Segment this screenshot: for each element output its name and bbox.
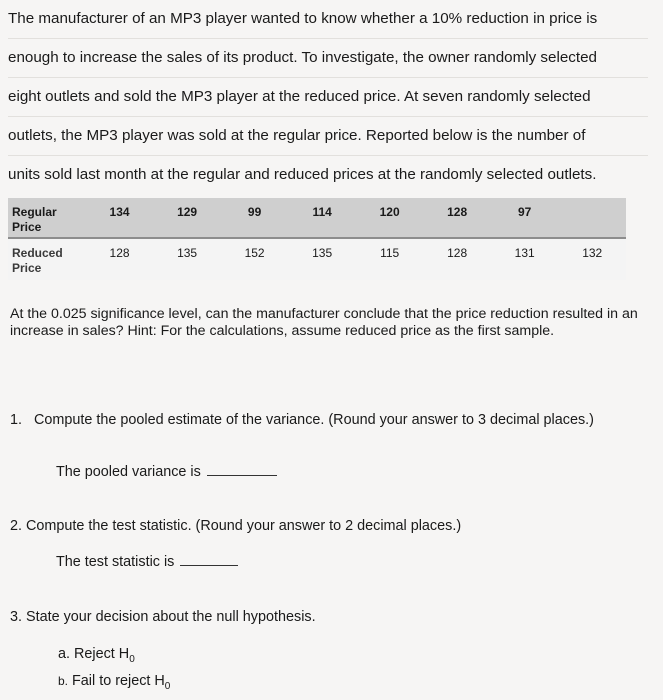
option-b-text: Fail to reject H (72, 673, 165, 689)
table-cell: 135 (153, 238, 221, 280)
option-fail-to-reject[interactable] (58, 673, 170, 692)
table-cell: 132 (558, 238, 626, 280)
option-reject[interactable] (58, 646, 135, 665)
question-text: At the 0.025 significance level, can the manufacturer conclude that the price reduction resulted in an increase in sales? Hint: For the calculations, assume reduced price as the first sample. (10, 306, 638, 339)
option-a-subscript: 0 (129, 653, 135, 665)
table-cell: 129 (153, 198, 221, 238)
option-a-marker: a. (58, 646, 71, 662)
test-statistic-blank[interactable] (180, 553, 238, 566)
row-label-regular: Regular Price (8, 198, 86, 238)
table-cell: 115 (356, 238, 424, 280)
table-cell: 120 (356, 198, 424, 238)
item-2-text: 2. Compute the test statistic. (Round your answer to 2 decimal places.) (10, 518, 462, 534)
item-1-text: Compute the pooled estimate of the variance. (Round your answer to 3 decimal places.) (34, 412, 594, 428)
item-1 (10, 411, 610, 429)
table-cell: 99 (221, 198, 289, 238)
pooled-variance-answer (56, 463, 277, 480)
table-row-regular (8, 198, 626, 238)
table-cell: 114 (288, 198, 356, 238)
table-cell: 131 (491, 238, 559, 280)
pooled-variance-blank[interactable] (207, 463, 277, 476)
option-b-marker: b. (58, 674, 69, 688)
problem-intro (8, 0, 648, 194)
intro-line: eight outlets and sold the MP3 player at the reduced price. At seven randomly selected (8, 77, 648, 116)
intro-line: units sold last month at the regular and reduced prices at the randomly selected outlets. (8, 155, 648, 194)
intro-line: enough to increase the sales of its product. To investigate, the owner randomly selected (8, 38, 648, 77)
table-cell: 128 (86, 238, 154, 280)
intro-line: The manufacturer of an MP3 player wanted to know whether a 10% reduction in price is (8, 10, 598, 27)
table-cell: 128 (423, 238, 491, 280)
item-1-number: 1. (10, 412, 23, 428)
table-cell: 97 (491, 198, 559, 238)
table-cell (558, 198, 626, 238)
option-a-text: Reject H (74, 646, 130, 662)
table-cell: 135 (288, 238, 356, 280)
row-label-reduced: Reduced Price (8, 238, 86, 280)
table-cell: 128 (423, 198, 491, 238)
table-cell: 134 (86, 198, 154, 238)
item-3-text: 3. State your decision about the null hypothesis. (10, 609, 316, 625)
pooled-variance-prompt: The pooled variance is (56, 464, 201, 480)
option-b-subscript: 0 (164, 680, 171, 692)
table-row-reduced (8, 238, 626, 280)
sales-table (8, 198, 626, 280)
table-cell: 152 (221, 238, 289, 280)
test-statistic-prompt: The test statistic is (56, 554, 175, 570)
test-statistic-answer (56, 553, 238, 570)
intro-line: outlets, the MP3 player was sold at the regular price. Reported below is the number of (8, 116, 648, 155)
